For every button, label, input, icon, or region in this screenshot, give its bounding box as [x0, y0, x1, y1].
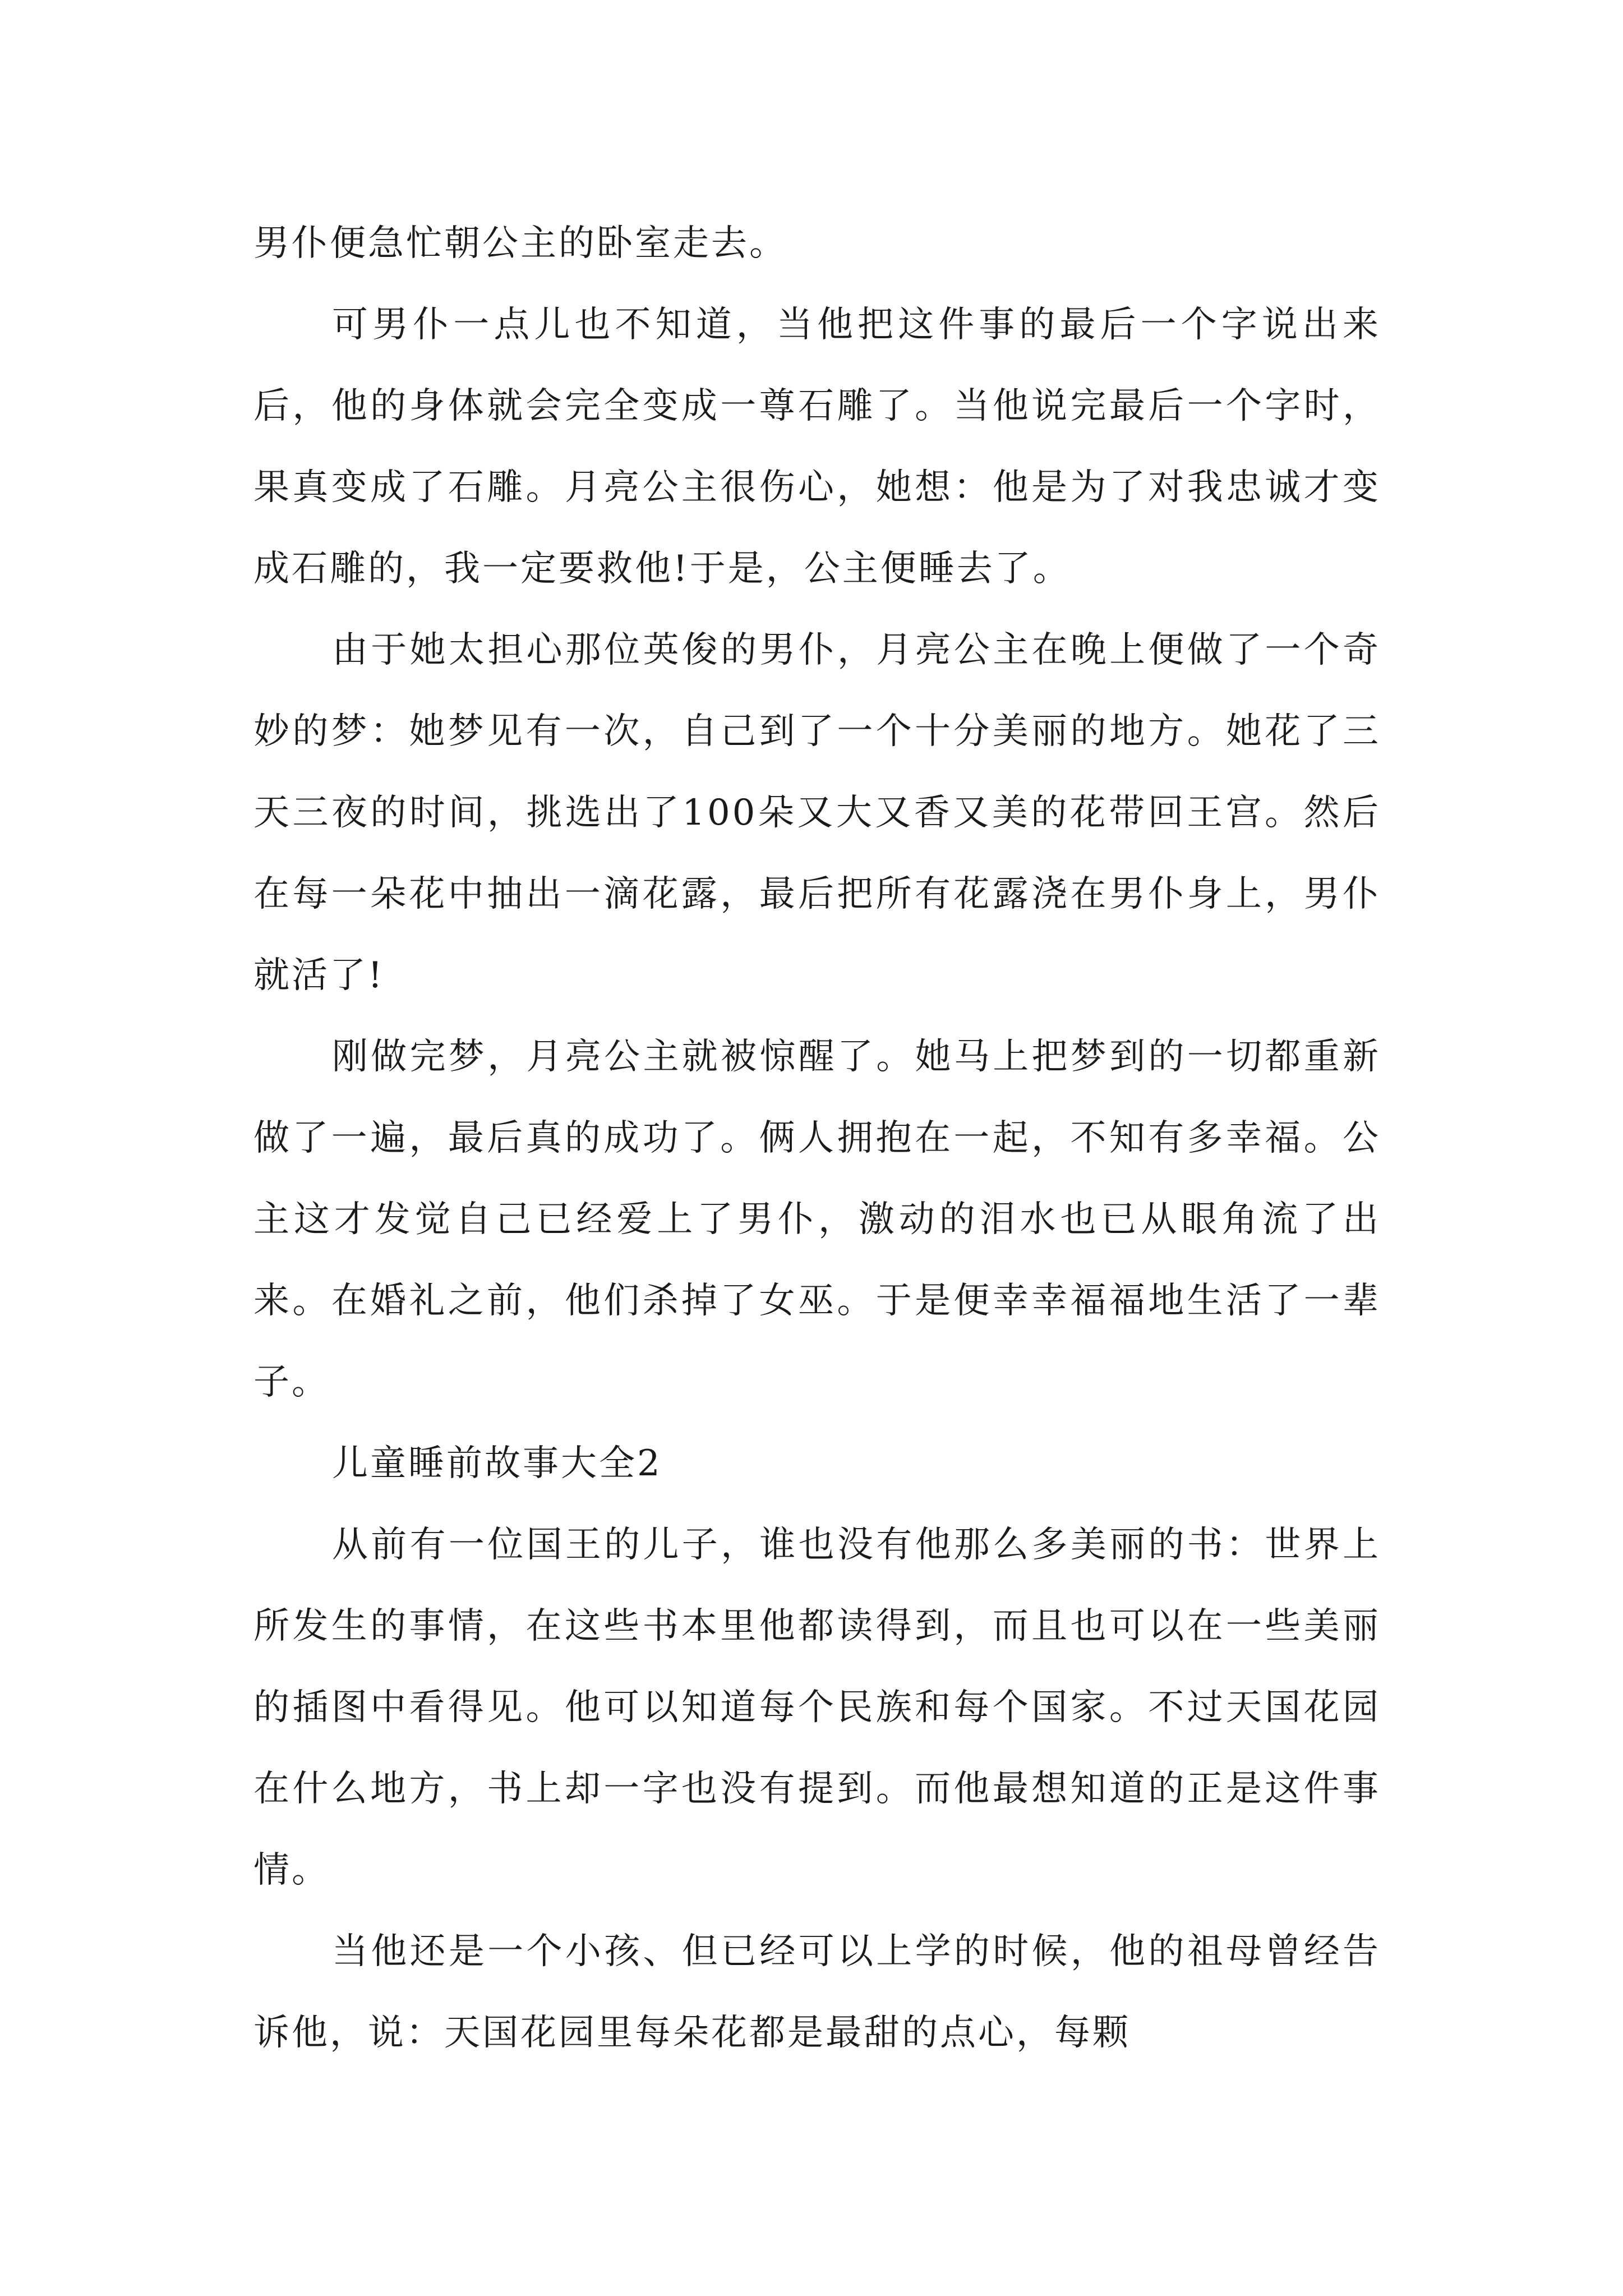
- paragraph-6: 当他还是一个小孩、但已经可以上学的时候，他的祖母曾经告诉他，说：天国花园里每朵花都是最甜的点心，每颗: [253, 1931, 1381, 2054]
- paragraph-3: 由于她太担心那位英俊的男仆，月亮公主在晚上便做了一个奇妙的梦：她梦见有一次，自己到了一个十分美丽的地方。她花了三天三夜的时间，挑选出了100朵又大又香又美的花带回王宫。然后在每一朵花中抽出一滴花露，最后把所有花露浇在男仆身上，男仆就活了!: [253, 629, 1381, 996]
- document-body: [253, 203, 1381, 2074]
- section-heading: 儿童睡前故事大全2: [332, 1443, 662, 1484]
- paragraph-4: 刚做完梦，月亮公主就被惊醒了。她马上把梦到的一切都重新做了一遍，最后真的成功了。俩人拥抱在一起，不知有多幸福。公主这才发觉自己已经爱上了男仆，激动的泪水也已从眼角流了出来。在婚礼之前，他们杀掉了女巫。于是便幸幸福福地生活了一辈子。: [253, 1036, 1381, 1403]
- paragraph-1: 男仆便急忙朝公主的卧室走去。: [253, 223, 787, 264]
- paragraph-5: 从前有一位国王的儿子，谁也没有他那么多美丽的书：世界上所发生的事情，在这些书本里他都读得到，而且也可以在一些美丽的插图中看得见。他可以知道每个民族和每个国家。不过天国花园在什么地方，书上却一字也没有提到。而他最想知道的正是这件事情。: [253, 1524, 1381, 1891]
- paragraph-2: 可男仆一点儿也不知道，当他把这件事的最后一个字说出来后，他的身体就会完全变成一尊石雕了。当他说完最后一个字时，果真变成了石雕。月亮公主很伤心，她想：他是为了对我忠诚才变成石雕的，我一定要救他!于是，公主便睡去了。: [253, 304, 1381, 590]
